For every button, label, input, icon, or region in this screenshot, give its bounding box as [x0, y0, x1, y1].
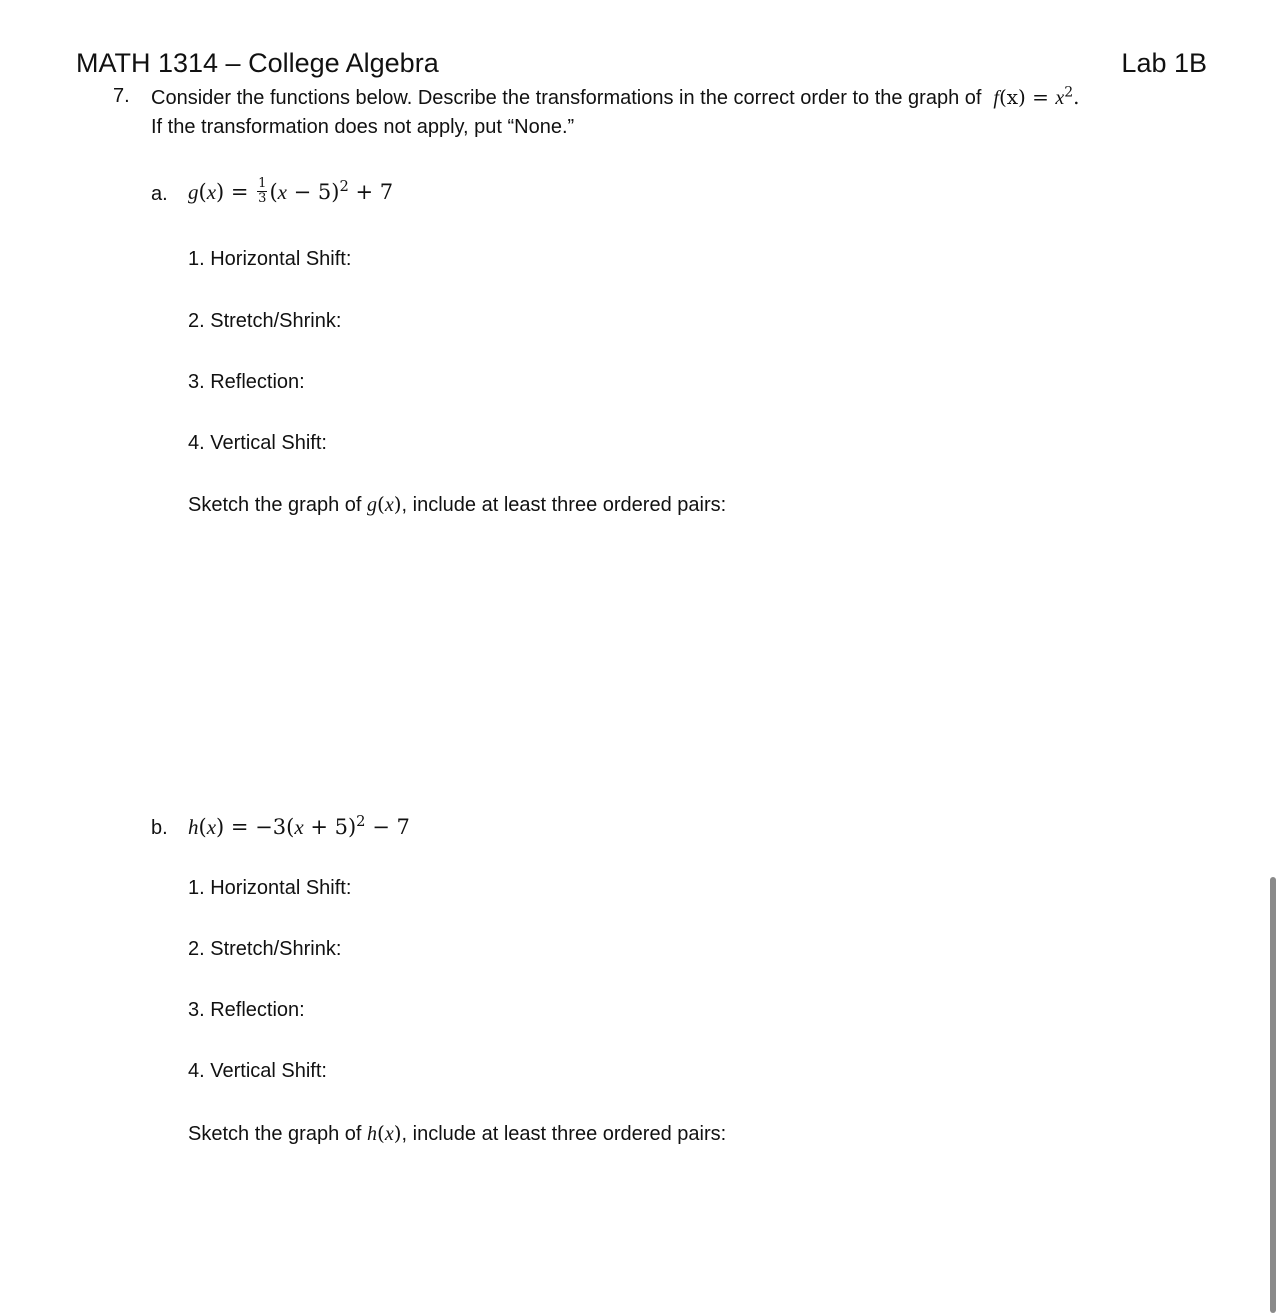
- course-title: MATH 1314 – College Algebra: [76, 48, 439, 78]
- f-name: f: [993, 87, 999, 109]
- f-definition: [987, 85, 1079, 109]
- part-a-sketch-post: , include at least three ordered pairs:: [401, 494, 727, 516]
- g-fraction: [257, 177, 267, 206]
- part-b-reflection: 3. Reflection:: [188, 999, 305, 1021]
- part-b-stretch-shrink: 2. Stretch/Shrink:: [188, 938, 342, 960]
- g-fraction-denominator: 3: [258, 191, 267, 206]
- part-b-sketch-open: (: [377, 1121, 385, 1145]
- part-a-stretch-shrink: 2. Stretch/Shrink:: [188, 310, 342, 332]
- h-name: h: [188, 815, 199, 839]
- g-open: (: [269, 180, 278, 204]
- part-a-sketch-close: ): [393, 492, 402, 516]
- part-a-horizontal-shift: 1. Horizontal Shift:: [188, 248, 352, 270]
- part-a-sketch-var: x: [384, 494, 394, 516]
- part-b-sketch-fn-expr: [367, 1121, 402, 1145]
- part-b-horizontal-shift: 1. Horizontal Shift:: [188, 877, 352, 899]
- f-equals: =: [1025, 85, 1056, 109]
- g-fraction-numerator: 1: [258, 176, 267, 191]
- g-name: g: [188, 180, 199, 204]
- h-paren-open: (: [198, 815, 207, 839]
- part-a-vertical-shift: 4. Vertical Shift:: [188, 432, 327, 454]
- part-a-sketch-pre: Sketch the graph of: [188, 494, 368, 516]
- part-b-sketch-var: x: [384, 1123, 394, 1145]
- part-b-vertical-shift: 4. Vertical Shift:: [188, 1060, 327, 1082]
- question-number: 7.: [113, 85, 130, 107]
- h-var: x: [206, 815, 217, 839]
- g-mid: − 5): [286, 180, 340, 204]
- g-var2: x: [277, 180, 287, 204]
- part-a-sketch-fn-expr: [367, 492, 402, 516]
- g-tail: + 7: [348, 180, 394, 204]
- part-a-sketch-instruction: [188, 492, 726, 517]
- question-prompt-text: Consider the functions below. Describe the transformations in the correct order to the graph of: [151, 87, 982, 109]
- h-tail: − 7: [365, 815, 410, 839]
- part-b-sketch-pre: Sketch the graph of: [188, 1123, 368, 1145]
- part-a-label: a.: [151, 183, 168, 205]
- f-exponent: 2: [1064, 84, 1074, 101]
- f-period: .: [1073, 85, 1080, 109]
- part-b-label: b.: [151, 817, 168, 839]
- part-b-sketch-instruction: [188, 1121, 726, 1146]
- f-arg: (x): [998, 85, 1026, 109]
- part-b-sketch-post: , include at least three ordered pairs:: [401, 1123, 727, 1145]
- h-paren-close: ) = −3(: [216, 815, 295, 839]
- vertical-scrollbar[interactable]: [1270, 877, 1276, 1313]
- part-b-sketch-close: ): [393, 1121, 402, 1145]
- part-a-reflection: 3. Reflection:: [188, 371, 305, 393]
- f-var: x: [1055, 87, 1065, 109]
- part-a-equation: [188, 176, 394, 208]
- question-prompt-line1: [151, 85, 1079, 110]
- h-exponent: 2: [356, 812, 366, 830]
- h-mid: + 5): [303, 815, 357, 839]
- g-exponent: 2: [339, 177, 349, 195]
- lab-label: Lab 1B: [1121, 48, 1207, 78]
- question-prompt-line2: If the transformation does not apply, put “None.”: [151, 116, 575, 138]
- part-a-sketch-fn: g: [367, 494, 378, 516]
- part-b-sketch-fn: h: [367, 1123, 378, 1145]
- g-paren-open: (: [198, 180, 207, 204]
- part-a-sketch-open: (: [377, 492, 385, 516]
- g-paren-close: ) =: [216, 180, 256, 204]
- part-b-equation: [188, 812, 410, 840]
- h-var2: x: [294, 815, 304, 839]
- g-var: x: [206, 180, 217, 204]
